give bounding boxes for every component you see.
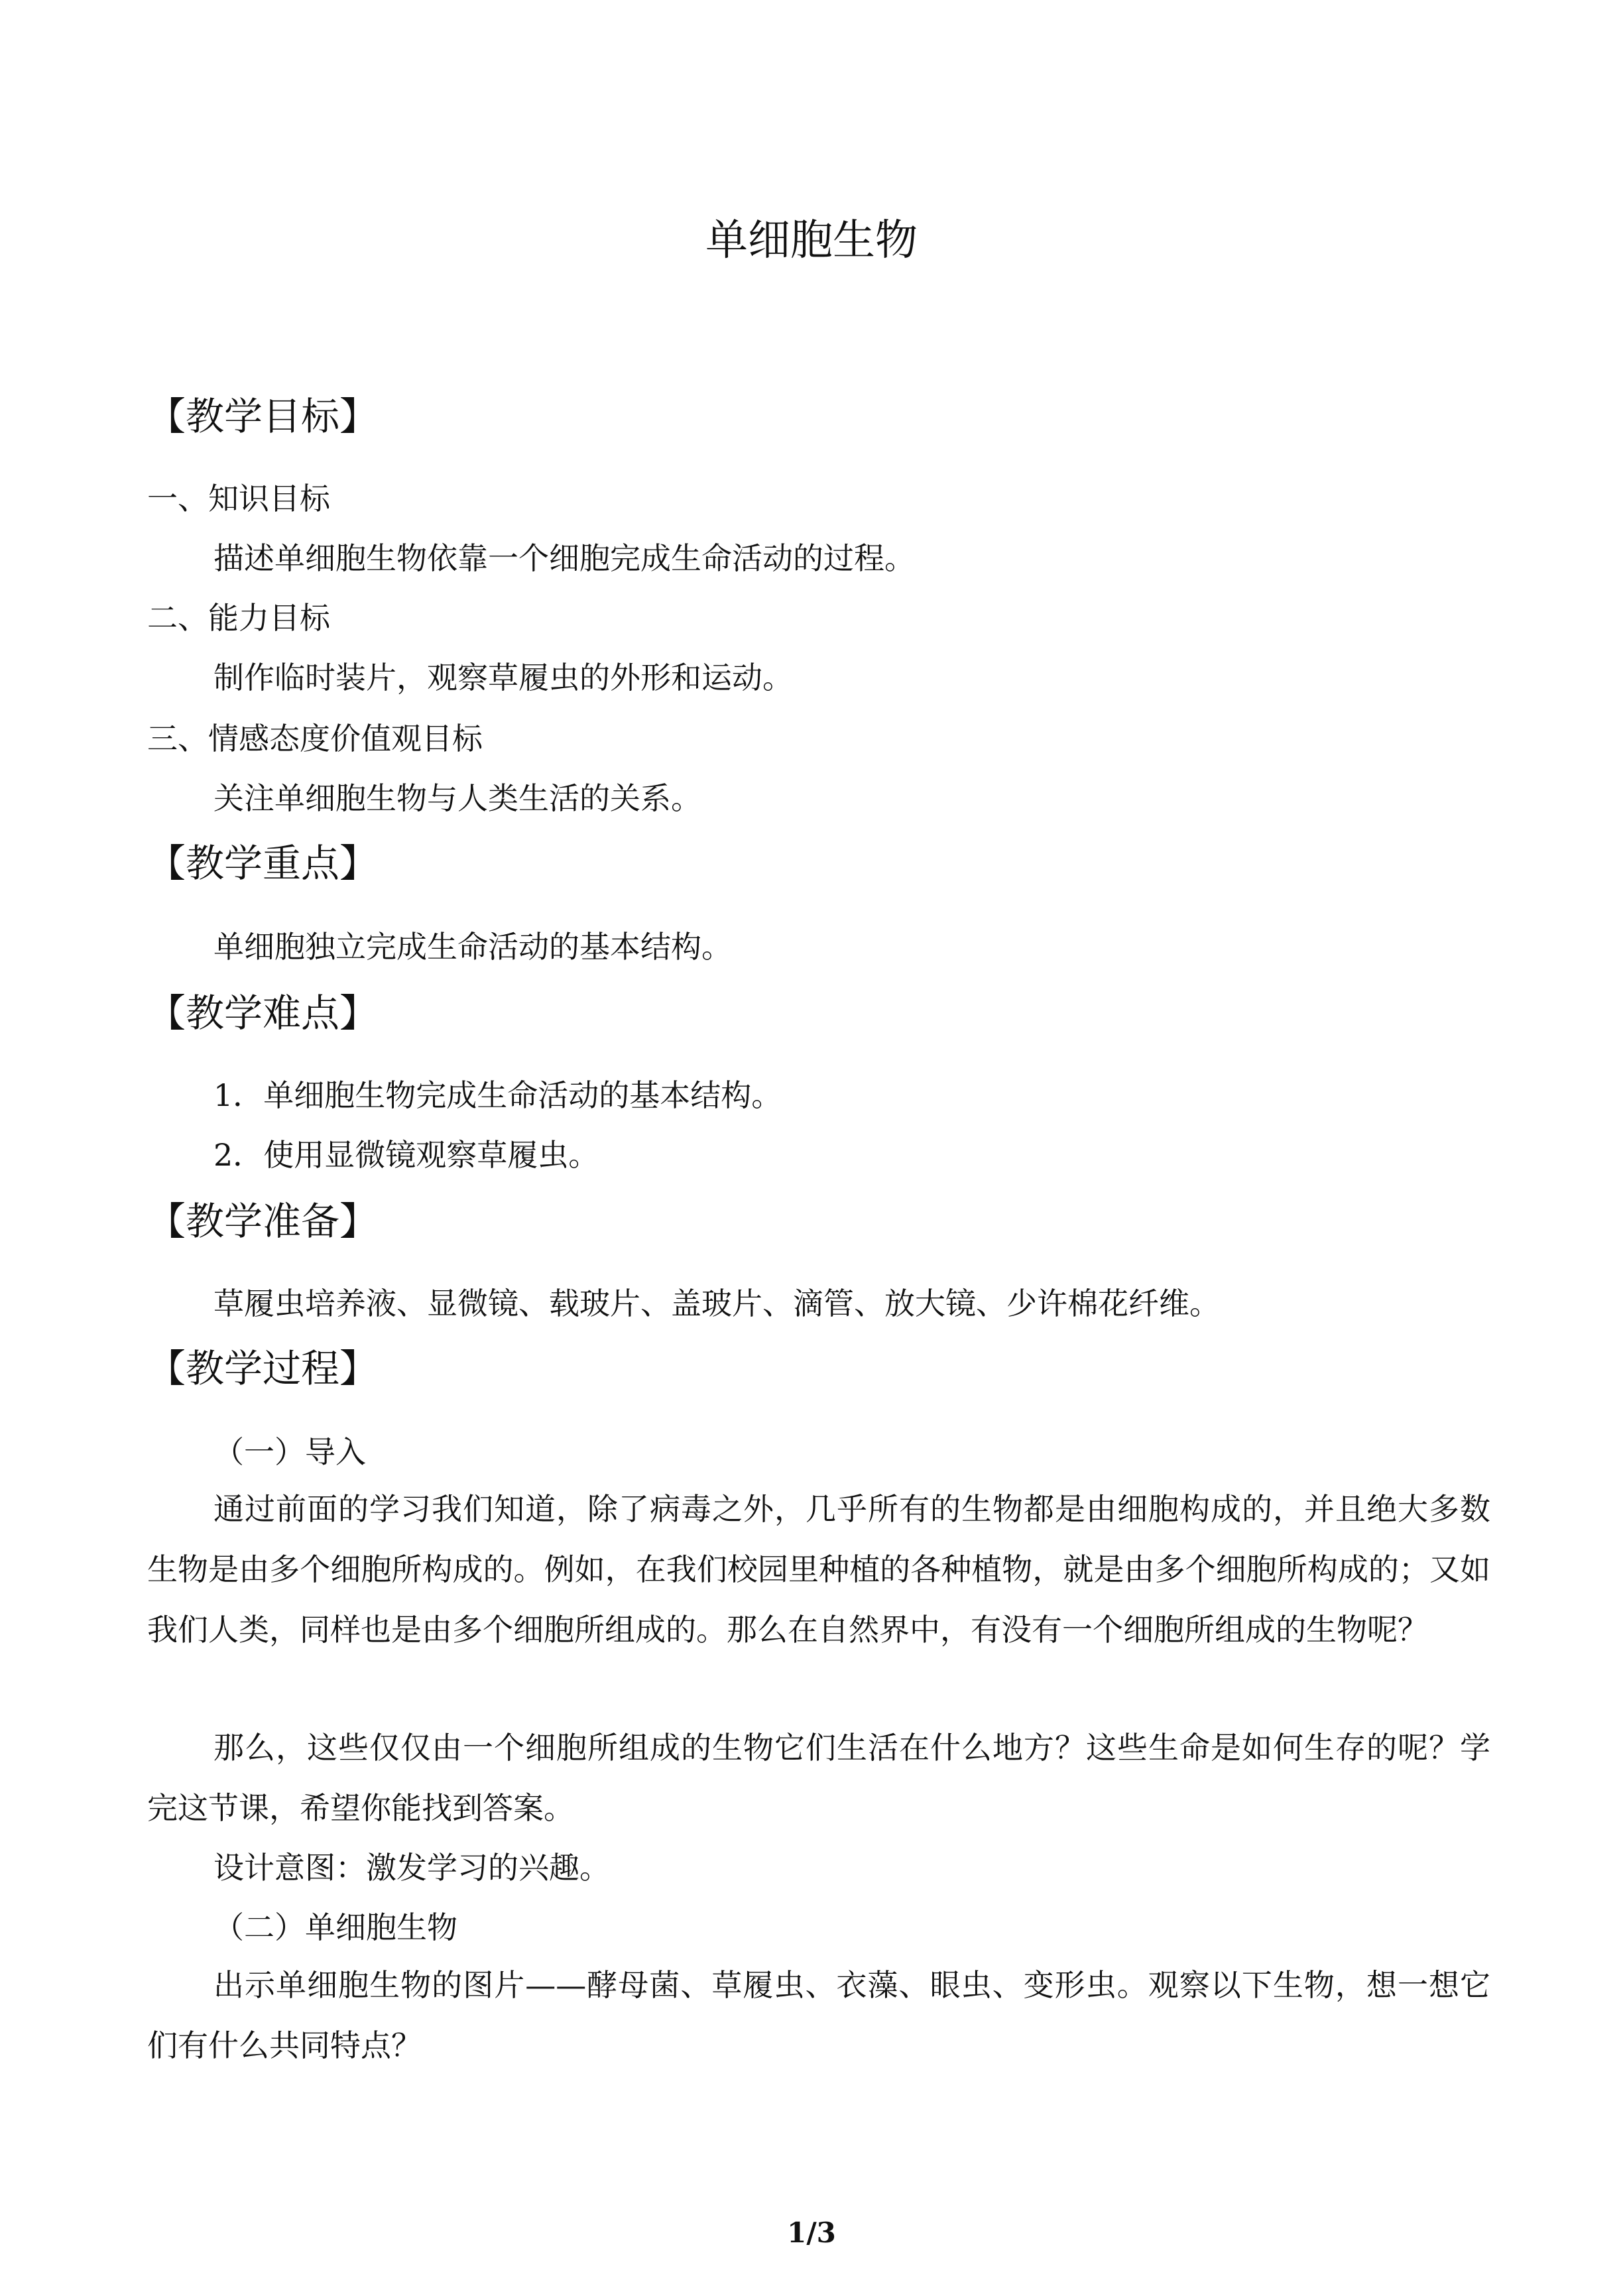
knowledge-objective-label: 一、知识目标 bbox=[147, 481, 330, 516]
difficulties-heading: 【教学难点】 bbox=[147, 991, 379, 1036]
ability-objective-label: 二、能力目标 bbox=[147, 600, 330, 636]
unicellular-paragraph: 出示单细胞生物的图片——酵母菌、草履虫、衣藻、眼虫、变形虫。观察以下生物，想一想它们有什么共同特点？ bbox=[147, 1967, 1490, 2063]
document-title: 单细胞生物 bbox=[705, 216, 918, 265]
page-number: 1/3 bbox=[787, 2216, 836, 2249]
process-heading: 【教学过程】 bbox=[147, 1346, 379, 1391]
emotion-objective-text: 关注单细胞生物与人类生活的关系。 bbox=[213, 780, 701, 816]
emotion-objective-label: 三、情感态度价值观目标 bbox=[147, 721, 483, 756]
objectives-heading: 【教学目标】 bbox=[147, 394, 379, 439]
intro-paragraph: 通过前面的学习我们知道，除了病毒之外，几乎所有的生物都是由细胞构成的，并且绝大多数生物是由多个细胞所构成的。例如，在我们校园里种植的各种植物，就是由多个细胞所构成的；又如我们人类，同样也是由多个细胞所组成的。那么在自然界中，有没有一个细胞所组成的生物呢？ bbox=[147, 1491, 1490, 1648]
preparation-heading: 【教学准备】 bbox=[147, 1199, 379, 1244]
preparation-text: 草履虫培养液、显微镜、载玻片、盖玻片、滴管、放大镜、少许棉花纤维。 bbox=[213, 1286, 1220, 1321]
difficulty-item: 2．使用显微镜观察草履虫。 bbox=[213, 1137, 599, 1173]
ability-objective-text: 制作临时装片，观察草履虫的外形和运动。 bbox=[213, 660, 793, 695]
knowledge-objective-text: 描述单细胞生物依靠一个细胞完成生命活动的过程。 bbox=[213, 540, 915, 576]
intro-step-label: （一）导入 bbox=[213, 1434, 366, 1470]
key-points-heading: 【教学重点】 bbox=[147, 841, 379, 886]
unicellular-step-label: （二）单细胞生物 bbox=[213, 1909, 457, 1945]
design-intent-text: 设计意图：激发学习的兴趣。 bbox=[213, 1850, 610, 1886]
intro-paragraph: 那么，这些仅仅由一个细胞所组成的生物它们生活在什么地方？这些生命是如何生存的呢？学完这节课，希望你能找到答案。 bbox=[147, 1730, 1490, 1826]
difficulty-item: 1．单细胞生物完成生命活动的基本结构。 bbox=[213, 1077, 782, 1113]
key-points-text: 单细胞独立完成生命活动的基本结构。 bbox=[213, 929, 732, 965]
